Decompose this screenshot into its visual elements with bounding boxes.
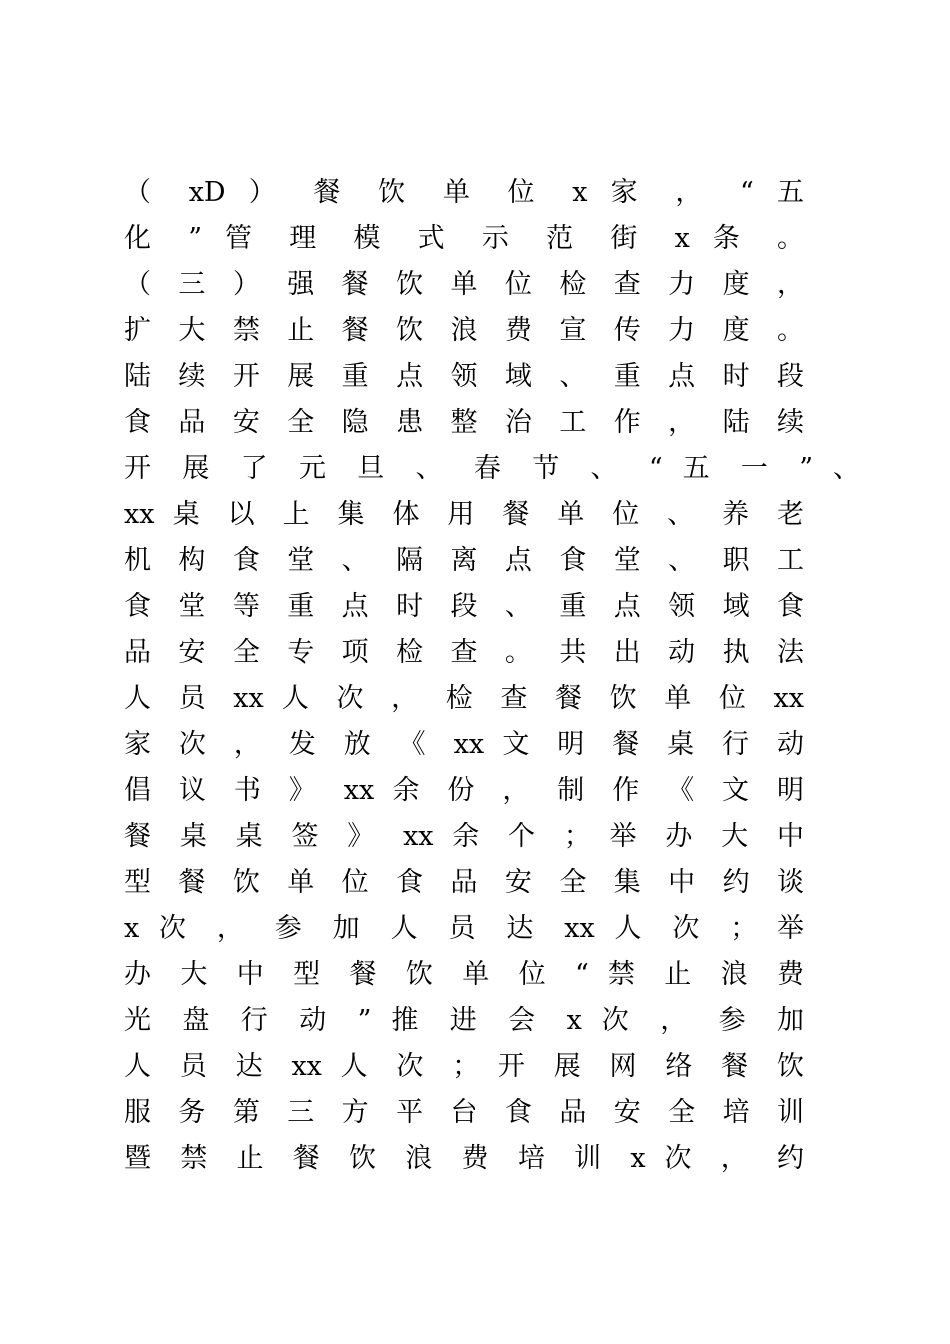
text-line: 暨 禁 止 餐 饮 浪 费 培 训 x 次 ， 约 (124, 1143, 804, 1174)
text-line: 餐 桌 桌 签 》 xx 余 个 ； 举 办 大 中 (124, 821, 804, 852)
text-line: 型 餐 饮 单 位 食 品 安 全 集 中 约 谈 (124, 867, 804, 898)
text-line: 人 员 xx 人 次 ， 检 查 餐 饮 单 位 xx (124, 683, 804, 714)
text-line: x 次 ， 参 加 人 员 达 xx 人 次 ； 举 (124, 913, 804, 944)
text-line: 食 品 安 全 隐 患 整 治 工 作 ， 陆 续 (124, 407, 804, 438)
text-line: 服 务 第 三 方 平 台 食 品 安 全 培 训 (124, 1097, 804, 1128)
text-line: 机 构 食 堂 、 隔 离 点 食 堂 、 职 工 (124, 545, 804, 576)
text-line: 扩 大 禁 止 餐 饮 浪 费 宣 传 力 度 。 (124, 315, 804, 346)
text-line: 陆 续 开 展 重 点 领 域 、 重 点 时 段 (124, 361, 804, 392)
text-line: 化 ” 管 理 模 式 示 范 街 x 条 。 (124, 223, 804, 254)
text-line: 家 次 ， 发 放 《 xx 文 明 餐 桌 行 动 (124, 729, 804, 760)
text-line: 食 堂 等 重 点 时 段 、 重 点 领 域 食 (124, 591, 804, 622)
text-line: 开 展 了 元 旦 、 春 节 、 “ 五 一 ” 、 (124, 453, 860, 484)
text-line: 倡 议 书 》 xx 余 份 ， 制 作 《 文 明 (124, 775, 804, 806)
text-line: 光 盘 行 动 ” 推 进 会 x 次 ， 参 加 (124, 1005, 804, 1036)
text-line: （ xD ） 餐 饮 单 位 x 家 ， “ 五 (124, 177, 804, 208)
text-line: 办 大 中 型 餐 饮 单 位 “ 禁 止 浪 费 (124, 959, 804, 990)
body-text (124, 170, 860, 1182)
text-line: 人 员 达 xx 人 次 ； 开 展 网 络 餐 饮 (124, 1051, 804, 1082)
text-line: xx 桌 以 上 集 体 用 餐 单 位 、 养 老 (124, 499, 804, 530)
text-line: 品 安 全 专 项 检 查 。 共 出 动 执 法 (124, 637, 804, 668)
text-line: （ 三 ） 强 餐 饮 单 位 检 查 力 度 ， (124, 269, 804, 300)
